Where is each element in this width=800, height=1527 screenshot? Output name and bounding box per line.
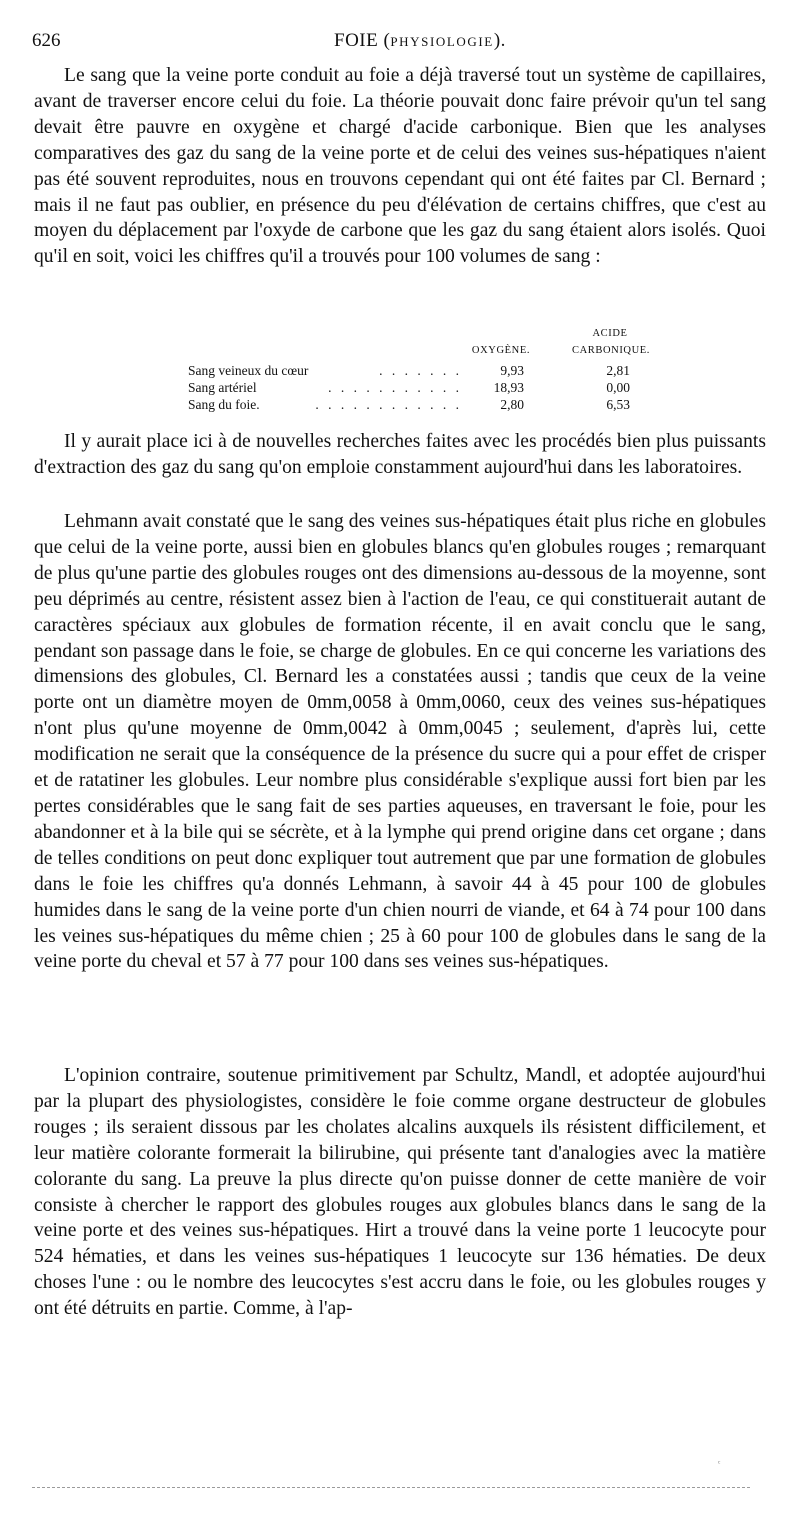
oxygene-value: 18,93 bbox=[493, 380, 524, 395]
page-number: 626 bbox=[32, 30, 61, 51]
running-title-main: FOIE ( bbox=[334, 30, 391, 51]
row-label: Sang veineux du cœur bbox=[188, 363, 309, 378]
running-title bbox=[334, 30, 506, 52]
paragraph-gas-analysis: Le sang que la veine porte conduit au foie a déjà traversé tout un système de capillaires, avant de traverser encore celui du foie. La théorie pouvait donc faire prévoir qu'un tel sang devait être pauvre en oxygène et chargé d'acide carbonique. Bien que les analyses comparatives des gaz du sang de la veine porte et de celui des veines sus-hépatiques n'aient pas été souvent reproduites, nous en trouvons cependant qui ont été faites par Cl. Bernard ; mais il ne faut pas oublier, en présence du peu d'élévation de certains chiffres, que c'est au moyen du déplacement par l'oxyde de carbone que les gaz du sang étaient alors isolés. Quoi qu'il en soit, voici les chiffres qu'il a trouvés pour 100 volumes de sang : bbox=[34, 65, 766, 268]
table-row bbox=[188, 362, 648, 379]
table-row bbox=[188, 396, 648, 413]
acide-value: 0,00 bbox=[606, 380, 630, 395]
acide-value: 6,53 bbox=[606, 397, 630, 412]
oxygene-value: 2,80 bbox=[500, 397, 524, 412]
running-title-end: ). bbox=[493, 30, 506, 51]
footer-mark: ᶜ bbox=[718, 1458, 721, 1468]
oxygene-value: 9,93 bbox=[500, 363, 524, 378]
leader-dots: . . . . . . . . . . . bbox=[328, 380, 462, 395]
paragraph-opinion-contraire: L'opinion contraire, soutenue primitivement par Schultz, Mandl, et adoptée aujourd'hui par la plupart des physiologistes, considère le foie comme organe destructeur de globules rouges ; ils seraient dissous par les cholates alcalins auxquels ils résistent difficilement, et leur matière colorante formerait la bilirubine, qui présente tant d'analogies avec la matière colorante du sang. La preuve la plus directe qu'on puisse donner de cette manière de voir consiste à chercher le rapport des globules rouges aux globules blancs dans le sang de la veine porte et des veines sus-hépatiques. Hirt a trouvé dans la veine porte 1 leucocyte pour 524 hématies, et dans les veines sus-hépatiques 1 leucocyte sur 136 hématies. De deux choses l'une : ou le nombre des leucocytes s'est accru dans le foie, ou les globules rouges y ont été détruits en partie. Comme, à l'ap- bbox=[34, 1065, 766, 1320]
acide-value: 2,81 bbox=[606, 363, 630, 378]
column-header-oxygene: OXYGÈNE. bbox=[471, 345, 531, 356]
paragraph-new-research: Il y aurait place ici à de nouvelles recherches faites avec les procédés bien plus puissants d'extraction des gaz du sang qu'on emploie constamment aujourd'hui dans les laboratoires. bbox=[34, 431, 766, 478]
running-title-smallcaps: PHYSIOLOGIE bbox=[390, 34, 494, 49]
leader-dots: . . . . . . . bbox=[379, 363, 462, 378]
column-header-acide: ACIDE bbox=[592, 328, 628, 339]
row-label: Sang du foie. bbox=[188, 397, 260, 412]
leader-dots: . . . . . . . . . . . . bbox=[315, 397, 462, 412]
page-header bbox=[32, 30, 768, 58]
column-header-carbonique: CARBONIQUE. bbox=[571, 345, 651, 356]
table-row bbox=[188, 379, 648, 396]
footer-rule bbox=[32, 1487, 750, 1488]
row-label: Sang artériel bbox=[188, 380, 257, 395]
paragraph-lehmann: Lehmann avait constaté que le sang des veines sus-hépatiques était plus riche en globules que celui de la veine porte, aussi bien en globules blancs qu'en globules rouges ; remarquant de plus qu'une partie des globules rouges ont des dimensions au-dessous de la moyenne, sont peu déprimés au centre, résistent assez bien à l'action de l'eau, ce qui constituerait autant de caractères spéciaux aux globules de formation récente, il en avait conclu que le sang, pendant son passage dans le foie, se charge de globules. En ce qui concerne les variations des dimensions des globules, Cl. Bernard les a constatées aussi ; tandis que ceux de la veine porte ont un diamètre moyen de 0mm,0058 à 0mm,0060, ceux des veines sus-hépatiques n'ont plus qu'une moyenne de 0mm,0042 à 0mm,0045 ; seulement, d'après lui, cette modification ne serait que la conséquence de la présence du sucre qui a pour effet de crisper et de ratatiner les globules. Leur nombre plus considérable s'explique aussi fort bien par les pertes considérables que le sang fait de ses parties aqueuses, en traversant le foie, pour les abandonner et à la bile qui se sécrète, et à la lymphe qui prend origine dans cet organe ; dans de telles conditions on peut donc expliquer tout autrement que par une formation de globules dans le foie les chiffres qu'a donnés Lehmann, à savoir 44 à 45 pour 100 de globules humides dans le sang de la veine porte d'un chien nourri de viande, et 64 à 74 pour 100 dans les veines sus-hépatiques du même chien ; 25 à 60 pour 100 de globules dans le sang de la veine porte du cheval et 57 à 77 pour 100 dans ses veines sus-hépatiques. bbox=[34, 511, 766, 973]
